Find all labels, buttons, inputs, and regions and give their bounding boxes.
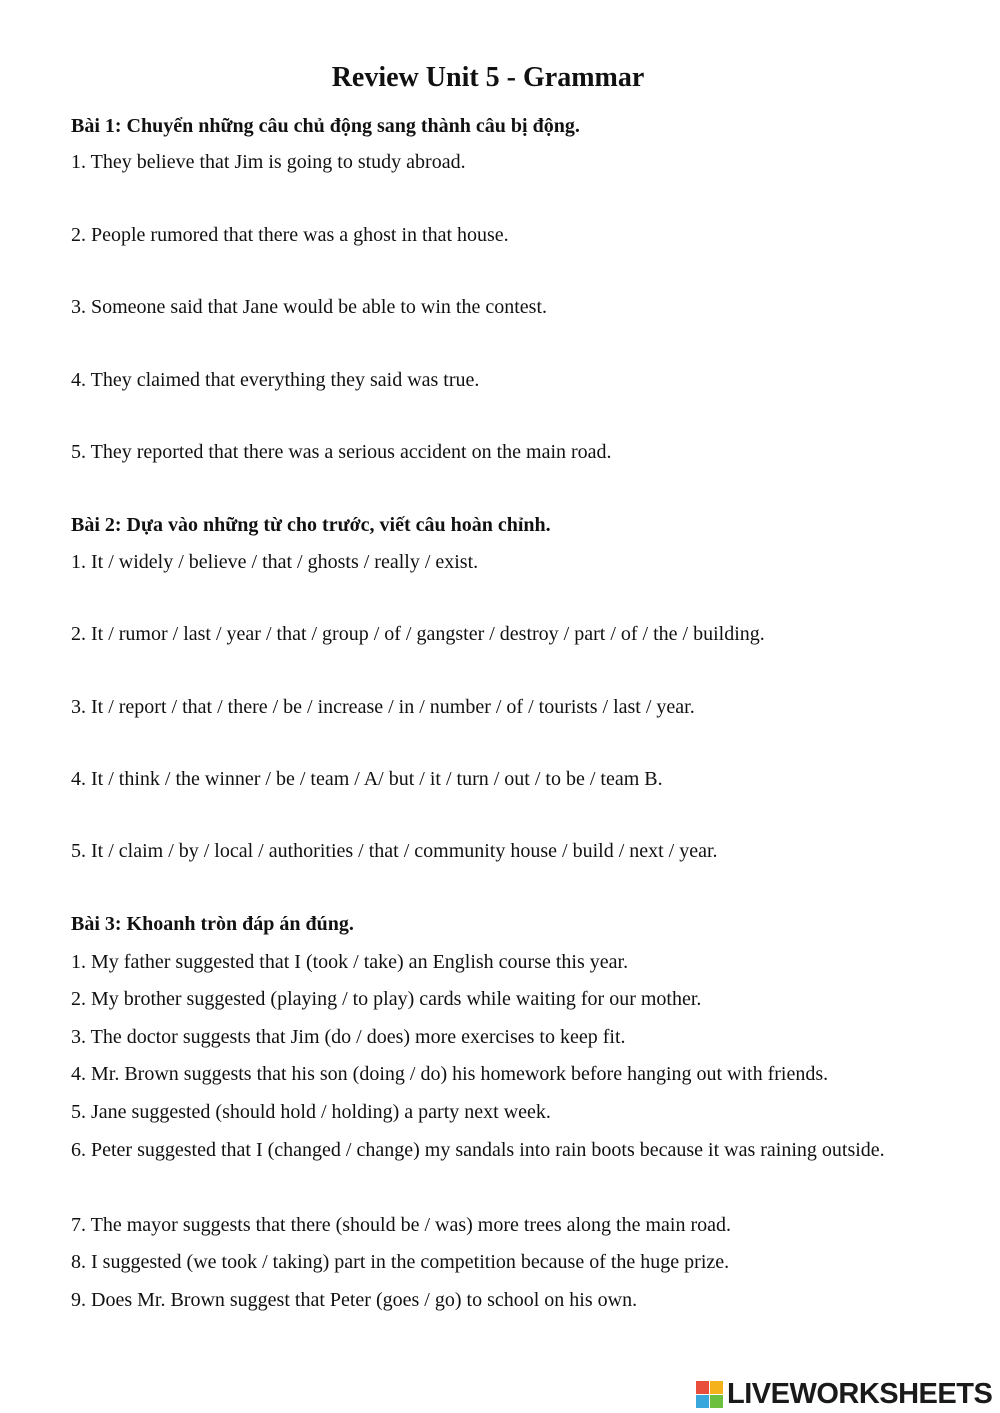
- exercise-3-item-5: 5. Jane suggested (should hold / holding) a party next week.: [71, 1101, 551, 1123]
- exercise-2-item-4: 4. It / think / the winner / be / team / A/ but / it / turn / out / to be / team B.: [71, 768, 663, 790]
- brand-logo-icon: [696, 1381, 723, 1408]
- exercise-1-item-5: 5. They reported that there was a serious accident on the main road.: [71, 441, 612, 463]
- exercise-3-item-8: 8. I suggested (we took / taking) part in the competition because of the huge prize.: [71, 1251, 730, 1273]
- exercise-1-item-2: 2. People rumored that there was a ghost in that house.: [71, 224, 509, 246]
- exercise-2-item-2: 2. It / rumor / last / year / that / group / of / gangster / destroy / part / of / the / building.: [71, 623, 765, 645]
- exercise-2-item-5: 5. It / claim / by / local / authorities / that / community house / build / next / year.: [71, 840, 718, 862]
- section-1-heading: Bài 1: Chuyển những câu chủ động sang thành câu bị động.: [71, 115, 580, 137]
- logo-square-2: [710, 1381, 723, 1394]
- liveworksheets-logo[interactable]: [696, 1377, 992, 1411]
- section-3-heading: Bài 3: Khoanh tròn đáp án đúng.: [71, 913, 354, 935]
- logo-square-3: [696, 1395, 709, 1408]
- exercise-3-item-6: 6. Peter suggested that I (changed / change) my sandals into rain boots because it was raining outside.: [71, 1139, 885, 1161]
- exercise-2-item-3: 3. It / report / that / there / be / increase / in / number / of / tourists / last / year.: [71, 696, 695, 718]
- page-title: Review Unit 5 - Grammar: [331, 62, 645, 93]
- exercise-3-item-9: 9. Does Mr. Brown suggest that Peter (goes / go) to school on his own.: [71, 1289, 638, 1311]
- exercise-1-item-1: 1. They believe that Jim is going to study abroad.: [71, 151, 466, 173]
- exercise-3-item-7: 7. The mayor suggests that there (should be / was) more trees along the main road.: [71, 1214, 732, 1236]
- logo-square-4: [710, 1395, 723, 1408]
- logo-square-1: [696, 1381, 709, 1394]
- exercise-3-item-1: 1. My father suggested that I (took / take) an English course this year.: [71, 951, 629, 973]
- exercise-3-item-2: 2. My brother suggested (playing / to play) cards while waiting for our mother.: [71, 988, 702, 1010]
- brand-name: LIVEWORKSHEETS: [727, 1377, 993, 1410]
- exercise-1-item-3: 3. Someone said that Jane would be able to win the contest.: [71, 296, 548, 318]
- exercise-1-item-4: 4. They claimed that everything they said was true.: [71, 369, 480, 391]
- exercise-2-item-1: 1. It / widely / believe / that / ghosts / really / exist.: [71, 551, 479, 573]
- exercise-3-item-4: 4. Mr. Brown suggests that his son (doing / do) his homework before hanging out with friends.: [71, 1063, 829, 1085]
- section-2-heading: Bài 2: Dựa vào những từ cho trước, viết câu hoàn chỉnh.: [71, 514, 551, 536]
- exercise-3-item-3: 3. The doctor suggests that Jim (do / does) more exercises to keep fit.: [71, 1026, 626, 1048]
